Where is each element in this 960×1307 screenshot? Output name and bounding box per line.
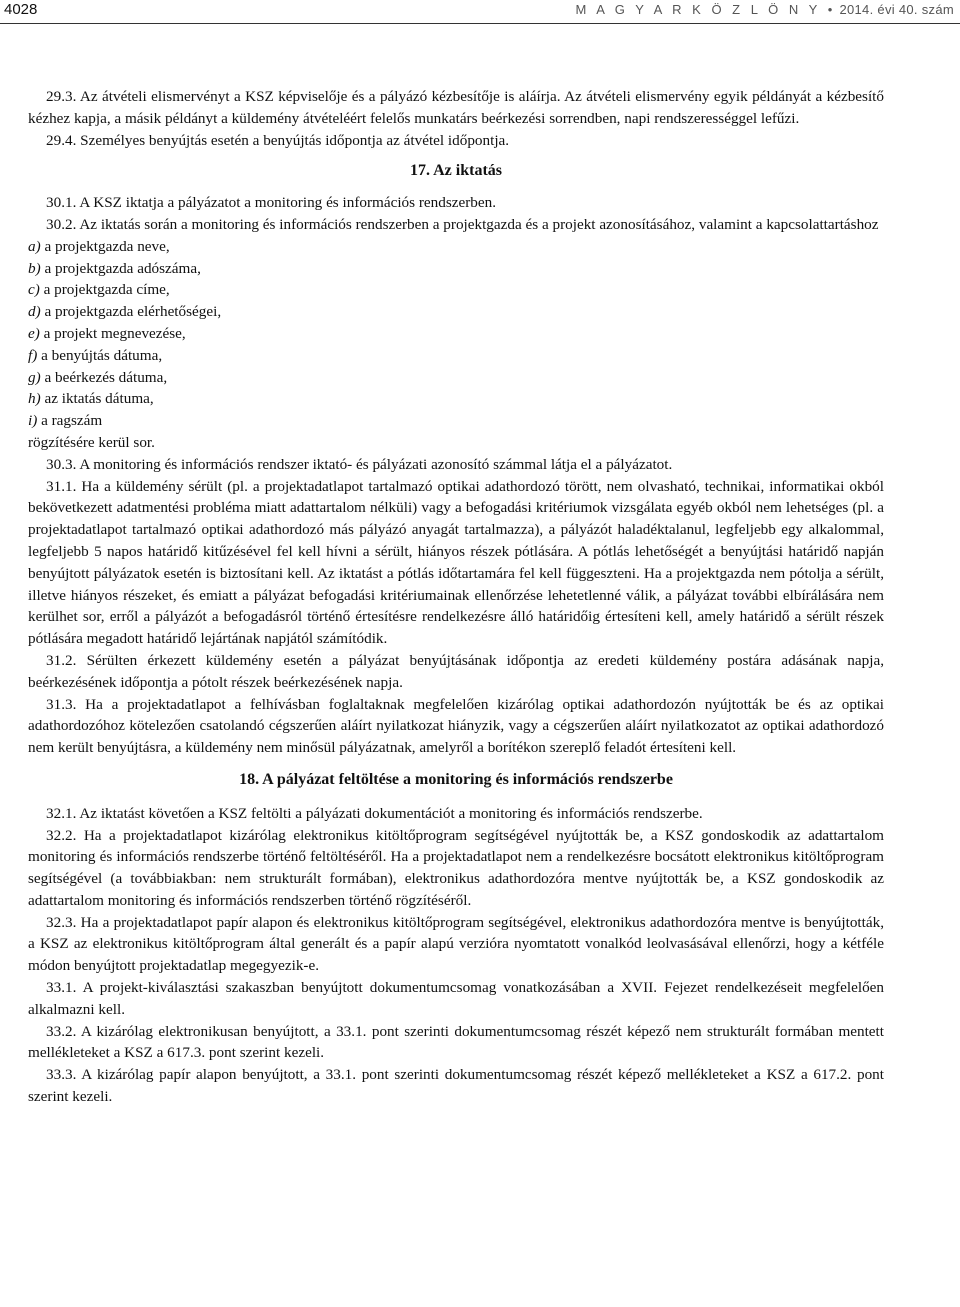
list-letter: i) — [28, 412, 38, 430]
list-letter: b) — [28, 259, 41, 277]
paragraph-32-1: 32.1. Az iktatást követően a KSZ feltölti a pályázati dokumentációt a monitoring és információs rendszerbe. — [46, 804, 703, 822]
header-separator: • — [827, 2, 833, 17]
list-text: a projekt megnevezése, — [39, 324, 186, 342]
list-item — [28, 367, 884, 389]
issue-info: 2014. évi 40. szám — [839, 2, 954, 17]
list-text: a projektgazda neve, — [40, 237, 170, 255]
header-divider — [0, 23, 960, 24]
page-header — [0, 0, 960, 26]
paragraph-29-4: 29.4. Személyes benyújtás esetén a benyújtás időpontja az átvétel időpontja. — [46, 131, 510, 149]
section-heading-17: 17. Az iktatás — [410, 162, 502, 180]
journal-title: M A G Y A R K Ö Z L Ö N Y — [575, 2, 821, 17]
list-item — [28, 279, 884, 301]
list-item — [28, 323, 884, 345]
paragraph-30-1: 30.1. A KSZ iktatja a pályázatot a monitoring és információs rendszerben. — [46, 194, 497, 212]
list-text: a benyújtás dátuma, — [37, 346, 163, 364]
list-item — [28, 410, 884, 432]
paragraph-33-3: 33.3. A kizárólag papír alapon benyújtott, a 33.1. pont szerinti dokumentumcsomag részét képező mellékleteket a KSZ a 617.2. pont szerint kezeli. — [28, 1066, 884, 1106]
document-body — [28, 86, 884, 1108]
paragraph-32-2: 32.2. Ha a projektadatlapot kizárólag elektronikus kitöltőprogram segítségével nyújtották be, a KSZ gondoskodik az adattartalom monitoring és információs rendszerbe történő feltöltéséről. Ha a projektadatlapot nem a rendelkezésre bocsátott elektronikus kitöltőprogram segítségével (a továbbiakban: nem strukturált formában), elektronikus adathordozóra mentve nyújtották be, a KSZ gondoskodik az adattartalom monitoring és információs rendszerben történő rögzítéséről. — [28, 826, 884, 909]
paragraph-29-3: 29.3. Az átvételi elismervényt a KSZ képviselője és a pályázó kézbesítője is aláírja. Az átvételi elismervény egyik példányát a kézbesítő kézhez kapja, a másik példányt a küldemény átvételéért felelős munkatárs beérkezési sorrendben, napi rendszerességgel lefűzi. — [28, 88, 884, 127]
list-text: a projektgazda elérhetőségei, — [40, 303, 222, 321]
list-item — [28, 301, 884, 323]
paragraph-30-2-end: rögzítésére kerül sor. — [28, 433, 155, 451]
paragraph-32-3: 32.3. Ha a projektadatlapot papír alapon és elektronikus kitöltőprogram segítségével, elektronikus adathordozóra mentve is benyújtották, a KSZ az elektronikus kitöltőprogram által generált és a papír alapú verzióra nyomtatott vonalkód leolvasásával ellenőrzi, hogy a kétféle módon benyújtott projektadatlap megegyezik-e. — [28, 913, 884, 975]
list-text: a ragszám — [37, 412, 103, 430]
list-text: a projektgazda adószáma, — [40, 259, 201, 277]
paragraph-31-3: 31.3. Ha a projektadatlapot a felhívásban foglaltaknak megfelelően kizárólag optikai adathordozón nyújtották be és az optikai adathordozóhoz kötelezően csatolandó cégszerűen aláírt nyilatkozat hiányzik, vagy a cégszerűen aláírt nyilatkozatot az optikai adathordozó nem került benyújtásra, a küldemény nem minősül pályázatnak, amelyről a borítékon szereplő feladót értesíteni kell. — [28, 695, 884, 757]
paragraph-31-1: 31.1. Ha a küldemény sérült (pl. a projektadatlapot tartalmazó optikai adathordozó törött, nem olvasható, technikai, informatikai okból bekövetkezett adatmentési probléma miatt adattartalom nélküli) vagy a befogadási kritériumok vizsgálata egyéb okból nem lehetséges (pl. a projektadatlapot tartalmazó optikai adathordozó más pályázó anyagát tartalmazza), a pályázót haladéktalanul, legfeljebb egy alkalommal, legfeljebb 5 napos határidő kitűzésével fel kell hívni a sérült, hiányos részek pótlására. A pótlás lehetőségét a benyújtási határidő napján benyújtott pályázatok esetén is biztosítani kell. Az iktatást a pótlás időtartamára fel kell függeszteni. Ha a projektgazda nem pótolja a sérült, illetve hiányos részeket, és emiatt a pályázat befogadási kritériumainak ellenőrzése lehetetlenné válik, a pályázat további elbírálására nem kerülhet sor, erről a pályázót a befogadásról történő értesítésre rendelkezésre álló határidőig értesíteni kell, amely határidő a sérült részek pótlására megadott határidő lejártának napjától számítódik. — [28, 477, 884, 648]
paragraph-31-2: 31.2. Sérülten érkezett küldemény esetén a pályázat benyújtásának időpontja az eredeti küldemény postára adásának napja, beérkezésének időpontja a pótolt részek beérkezésének napja. — [28, 651, 884, 691]
list-letter: g) — [28, 368, 41, 386]
list-letter: f) — [28, 346, 38, 364]
list-text: a beérkezés dátuma, — [40, 368, 168, 386]
paragraph-30-2: 30.2. Az iktatás során a monitoring és információs rendszerben a projektgazda és a projekt azonosításához, valamint a kapcsolattartáshoz — [46, 215, 879, 233]
paragraph-33-1: 33.1. A projekt-kiválasztási szakaszban benyújtott dokumentumcsomag vonatkozásában a XVII. Fejezet rendelkezéseit megfelelően alkalmazni kell. — [28, 979, 884, 1018]
recorded-data-list — [28, 236, 884, 432]
list-item — [28, 258, 884, 280]
list-item — [28, 388, 884, 410]
list-item — [28, 345, 884, 367]
journal-reference — [576, 2, 955, 17]
section-heading-18: 18. A pályázat feltöltése a monitoring és információs rendszerbe — [239, 770, 673, 788]
list-item — [28, 236, 884, 258]
list-text: a projektgazda címe, — [39, 281, 170, 299]
list-letter: h) — [28, 390, 41, 408]
list-letter: c) — [28, 281, 40, 299]
list-letter: a) — [28, 237, 41, 255]
list-letter: e) — [28, 324, 40, 342]
paragraph-33-2: 33.2. A kizárólag elektronikusan benyújtott, a 33.1. pont szerinti dokumentumcsomag részét képező nem strukturált formában mentett mellékleteket a KSZ a 617.3. pont szerint kezeli. — [28, 1022, 884, 1062]
list-text: az iktatás dátuma, — [40, 390, 154, 408]
page-number: 4028 — [4, 1, 38, 18]
list-letter: d) — [28, 303, 41, 321]
paragraph-30-3: 30.3. A monitoring és információs rendszer iktató- és pályázati azonosító számmal látja el a pályázatot. — [46, 455, 673, 473]
